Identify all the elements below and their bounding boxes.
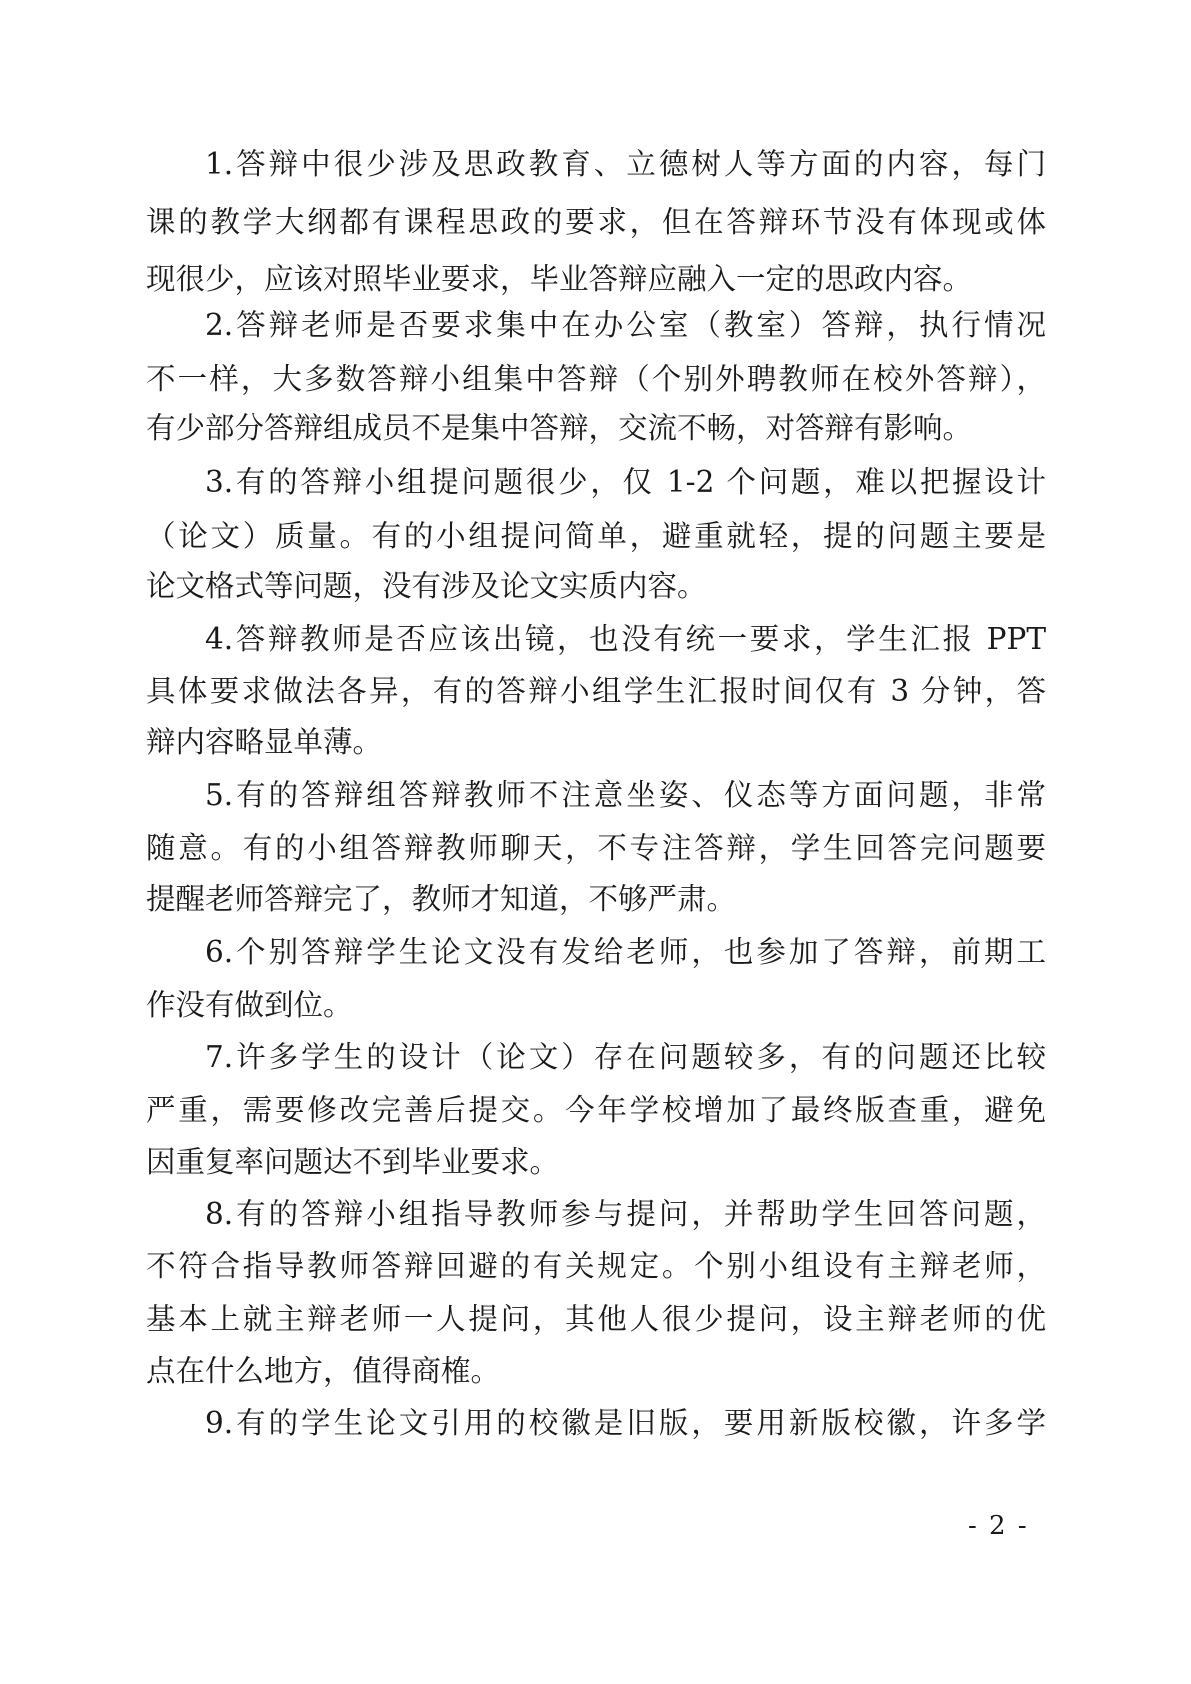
text-line: 5.有的答辩组答辩教师不注意坐姿、仪态等方面问题，非常 — [205, 778, 1046, 812]
text-line: 1.答辩中很少涉及思政教育、立德树人等方面的内容，每门 — [205, 147, 1046, 181]
text-line: 因重复率问题达不到毕业要求。 — [146, 1145, 560, 1179]
text-line: 3.有的答辩小组提问题很少，仅 1-2 个问题，难以把握设计 — [205, 465, 1046, 499]
text-line: 6.个别答辩学生论文没有发给老师，也参加了答辩，前期工 — [205, 935, 1046, 969]
text-line: 作没有做到位。 — [146, 988, 353, 1022]
text-line: 辩内容略显单薄。 — [146, 725, 383, 759]
text-line: 8.有的答辩小组指导教师参与提问，并帮助学生回答问题， — [205, 1197, 1046, 1231]
text-line: 2.答辩老师是否要求集中在办公室（教室）答辩，执行情况 — [205, 308, 1046, 342]
page-number: - 2 - — [968, 1511, 1029, 1541]
text-line: 严重，需要修改完善后提交。今年学校增加了最终版查重，避免 — [146, 1093, 1046, 1127]
text-line: 随意。有的小组答辩教师聊天，不专注答辩，学生回答完问题要 — [146, 831, 1046, 865]
text-line: 点在什么地方，值得商榷。 — [146, 1354, 501, 1388]
text-line: 9.有的学生论文引用的校徽是旧版，要用新版校徽，许多学 — [205, 1406, 1046, 1440]
text-line: 7.许多学生的设计（论文）存在问题较多，有的问题还比较 — [205, 1040, 1046, 1074]
text-line: 现很少，应该对照毕业要求，毕业答辩应融入一定的思政内容。 — [146, 262, 973, 296]
text-line: 不符合指导教师答辩回避的有关规定。个别小组设有主辩老师， — [146, 1249, 1046, 1283]
text-line: 4.答辩教师是否应该出镜，也没有统一要求，学生汇报 PPT — [205, 622, 1046, 656]
text-line: 提醒老师答辩完了，教师才知道，不够严肃。 — [146, 882, 737, 916]
text-line: 论文格式等问题，没有涉及论文实质内容。 — [146, 569, 707, 603]
text-line: 有少部分答辩组成员不是集中答辩，交流不畅，对答辩有影响。 — [146, 411, 973, 445]
text-line: 课的教学大纲都有课程思政的要求，但在答辩环节没有体现或体 — [146, 205, 1046, 239]
text-line: 不一样，大多数答辩小组集中答辩（个别外聘教师在校外答辩）， — [146, 362, 1046, 396]
text-line: 具体要求做法各异，有的答辩小组学生汇报时间仅有 3 分钟，答 — [146, 674, 1046, 708]
text-line: 基本上就主辩老师一人提问，其他人很少提问，设主辩老师的优 — [146, 1302, 1046, 1336]
text-line: （论文）质量。有的小组提问简单，避重就轻，提的问题主要是 — [146, 519, 1046, 553]
